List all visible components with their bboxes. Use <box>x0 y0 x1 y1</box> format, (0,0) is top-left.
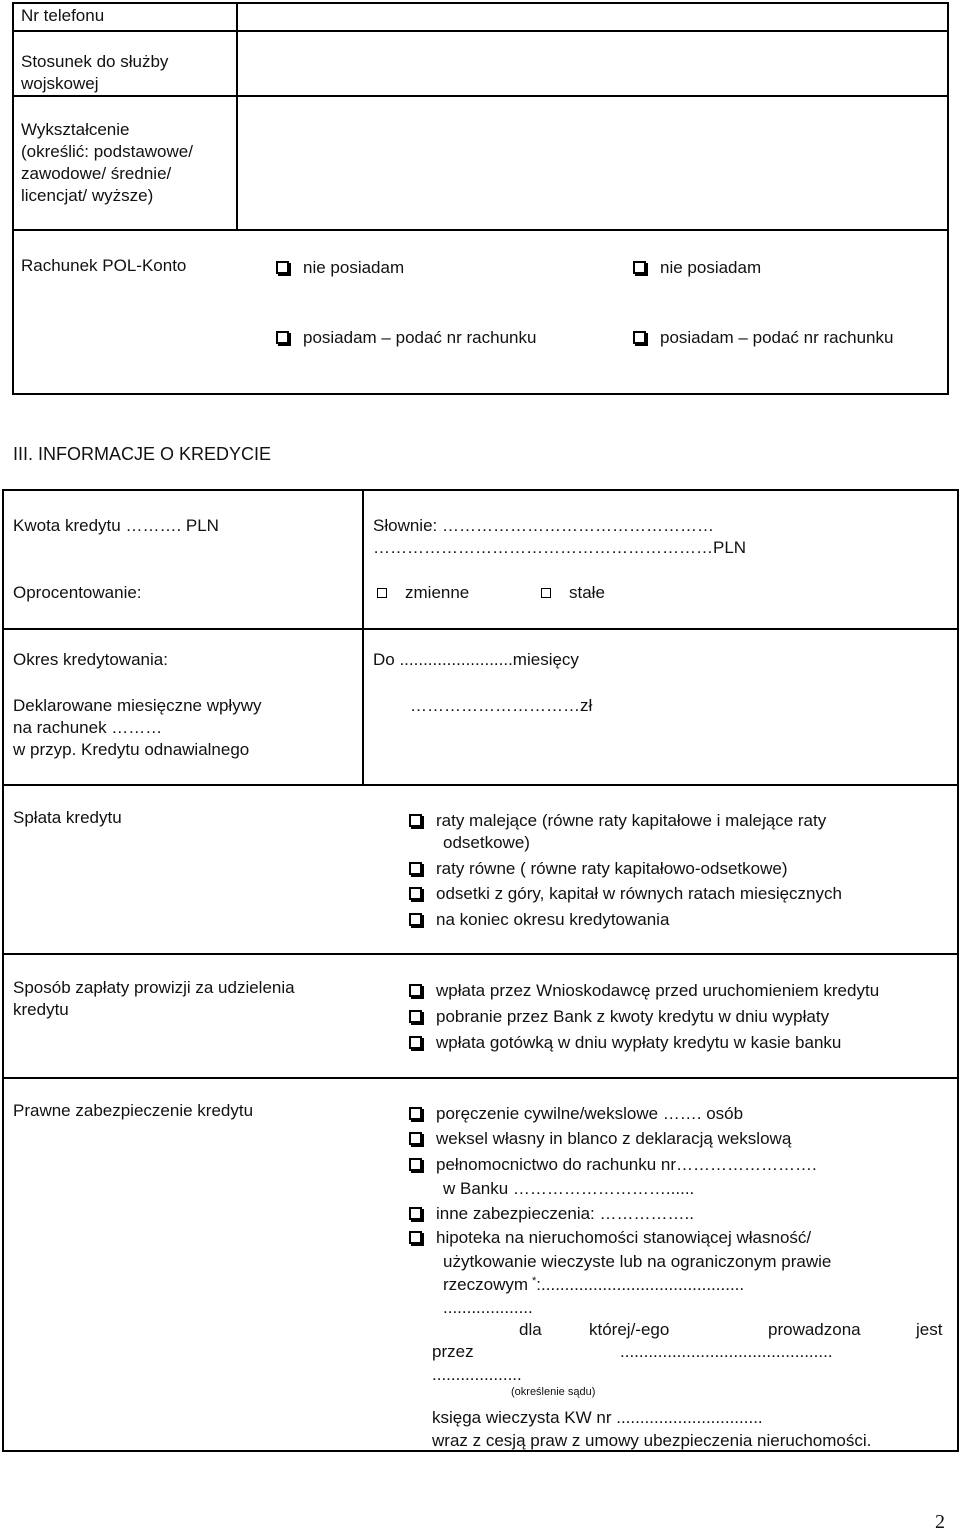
security-mortgage-line2: użytkowanie wieczyste lub na ograniczonym prawie <box>443 1252 832 1271</box>
education-label-line1: Wykształcenie <box>21 120 130 139</box>
phone-field[interactable] <box>240 4 946 29</box>
checkbox-icon[interactable] <box>409 913 422 926</box>
credit-row-line-2 <box>2 784 959 786</box>
military-label-line2: wojskowej <box>21 74 99 93</box>
commission-label-line1: Sposób zapłaty prowizji za udzielenia <box>13 978 295 997</box>
period-label: Okres kredytowania: <box>13 650 168 669</box>
option-label: wpłata gotówką w dniu wypłaty kredytu w kasie banku <box>436 1033 842 1052</box>
mortgage-line3-dots: :........................................... <box>536 1275 745 1294</box>
insurance-cession-line: wraz z cesją praw z umowy ubezpieczenia nieruchomości. <box>432 1431 872 1450</box>
mortgage-court-field[interactable]: ............................................. <box>620 1342 833 1361</box>
footnote-mark: * <box>532 1275 537 1287</box>
option-label: raty równe ( równe raty kapitałowo-odsetkowe) <box>436 859 788 878</box>
mortgage-court-field-cont[interactable]: ................... <box>432 1365 522 1384</box>
personal-table-divider <box>236 2 238 231</box>
option-label: posiadam – podać nr rachunku <box>303 328 537 347</box>
phone-label: Nr telefonu <box>21 6 105 25</box>
education-label-line3: zawodowe/ średnie/ <box>21 164 172 183</box>
repayment-decreasing-option-cont: odsetkowe) <box>443 833 530 852</box>
repayment-equal-option[interactable] <box>409 858 787 880</box>
commission-cash-option[interactable] <box>409 1032 841 1054</box>
military-field[interactable] <box>240 33 946 93</box>
credit-amount-label: Kwota kredytu ………. PLN <box>13 516 219 535</box>
checkbox-icon[interactable] <box>409 862 422 875</box>
credit-row-line-1 <box>2 628 959 630</box>
option-label: hipoteka na nieruchomości stanowiącej własność/ <box>436 1228 812 1247</box>
checkbox-icon[interactable] <box>409 1158 422 1171</box>
checkbox-icon[interactable] <box>276 261 289 274</box>
mortgage-line3-text: rzeczowym <box>443 1275 529 1294</box>
checkbox-icon[interactable] <box>633 261 646 274</box>
mortgage-is-word: jest <box>916 1320 943 1339</box>
repayment-interest-upfront-option[interactable] <box>409 883 842 905</box>
inflow-label-line1: Deklarowane miesięczne wpływy <box>13 696 262 715</box>
option-label: pobranie przez Bank z kwoty kredytu w dniu wypłaty <box>436 1007 830 1026</box>
commission-deduction-option[interactable] <box>409 1006 829 1028</box>
option-label: stałe <box>569 583 605 602</box>
checkbox-icon[interactable] <box>409 1207 422 1220</box>
account-col2-no-account-option[interactable] <box>633 257 761 279</box>
commission-label-line2: kredytu <box>13 1000 69 1019</box>
interest-fixed-option[interactable] <box>541 582 605 604</box>
checkbox-icon[interactable] <box>377 588 387 598</box>
security-power-of-attorney-bank: w Banku ………………………...... <box>443 1179 695 1198</box>
credit-words-label: Słownie: ………………………………………… <box>373 516 714 535</box>
mortgage-by-word: przez <box>432 1342 474 1361</box>
option-label: wpłata przez Wnioskodawcę przed uruchomieniem kredytu <box>436 981 880 1000</box>
security-guarantee-option[interactable] <box>409 1103 743 1125</box>
security-mortgage-option[interactable] <box>409 1227 811 1249</box>
option-label: odsetki z góry, kapitał w równych ratach miesięcznych <box>436 884 842 903</box>
commission-payment-option[interactable] <box>409 980 879 1002</box>
mortgage-which-word: której/-ego <box>589 1320 670 1339</box>
credit-row-line-3 <box>2 953 959 955</box>
security-mortgage-line4: ................... <box>443 1298 533 1317</box>
checkbox-icon[interactable] <box>409 1036 422 1049</box>
option-label: raty malejące (równe raty kapitałowe i malejące raty <box>436 811 827 830</box>
personal-row-line-3 <box>12 229 949 231</box>
option-label: posiadam – podać nr rachunku <box>660 328 894 347</box>
land-register-line[interactable]: księga wieczysta KW nr ............................... <box>432 1408 763 1427</box>
personal-row-line-1 <box>12 30 949 32</box>
checkbox-icon[interactable] <box>633 331 646 344</box>
education-field[interactable] <box>240 98 946 227</box>
interest-label: Oprocentowanie: <box>13 583 142 602</box>
security-promissory-note-option[interactable] <box>409 1128 791 1150</box>
option-label: zmienne <box>405 583 470 602</box>
checkbox-icon[interactable] <box>409 1010 422 1023</box>
inflow-value[interactable]: …………………………zł <box>410 696 593 715</box>
option-label: weksel własny in blanco z deklaracją wekslową <box>436 1129 792 1148</box>
page-number: 2 <box>935 1511 945 1533</box>
option-label: nie posiadam <box>303 258 405 277</box>
checkbox-icon[interactable] <box>409 814 422 827</box>
credit-row-line-4 <box>2 1077 959 1079</box>
checkbox-icon[interactable] <box>409 1231 422 1244</box>
account-col1-has-account-option[interactable] <box>276 327 536 349</box>
security-mortgage-line3 <box>443 1274 744 1296</box>
checkbox-icon[interactable] <box>409 887 422 900</box>
education-label-line2: (określić: podstawowe/ <box>21 142 193 161</box>
checkbox-icon[interactable] <box>409 984 422 997</box>
account-col1-no-account-option[interactable] <box>276 257 404 279</box>
security-power-of-attorney-option[interactable] <box>409 1154 817 1176</box>
section-title: III. INFORMACJE O KREDYCIE <box>13 444 272 464</box>
credit-table-divider <box>362 489 364 784</box>
court-note: (określenie sądu) <box>511 1386 596 1398</box>
checkbox-icon[interactable] <box>409 1107 422 1120</box>
option-label: nie posiadam <box>660 258 762 277</box>
interest-variable-option[interactable] <box>377 582 469 604</box>
repayment-end-of-term-option[interactable] <box>409 909 669 931</box>
education-label-line4: licencjat/ wyższe) <box>21 186 154 205</box>
option-label: poręczenie cywilne/wekslowe ……. osób <box>436 1104 744 1123</box>
checkbox-icon[interactable] <box>276 331 289 344</box>
security-other-option[interactable] <box>409 1203 694 1225</box>
security-label: Prawne zabezpieczenie kredytu <box>13 1101 254 1120</box>
checkbox-icon[interactable] <box>409 1132 422 1145</box>
mortgage-kept-word: prowadzona <box>768 1320 861 1339</box>
inflow-label-line2: na rachunek ……… <box>13 718 163 737</box>
account-label: Rachunek POL-Konto <box>21 256 187 275</box>
option-label: inne zabezpieczenia: …………….. <box>436 1204 694 1223</box>
repayment-decreasing-option[interactable] <box>409 810 826 832</box>
inflow-label-line3: w przyp. Kredytu odnawialnego <box>13 740 250 759</box>
option-label: na koniec okresu kredytowania <box>436 910 670 929</box>
account-col2-has-account-option[interactable] <box>633 327 893 349</box>
period-value[interactable]: Do ........................miesięcy <box>373 650 579 669</box>
personal-row-line-2 <box>12 95 949 97</box>
repayment-label: Spłata kredytu <box>13 808 122 827</box>
option-label: pełnomocnictwo do rachunku nr……………………. <box>436 1155 817 1174</box>
mortgage-for-word: dla <box>519 1320 542 1339</box>
military-label-line1: Stosunek do służby <box>21 52 169 71</box>
checkbox-icon[interactable] <box>541 588 551 598</box>
credit-words-line2: ……………………………………………………PLN <box>373 538 747 557</box>
